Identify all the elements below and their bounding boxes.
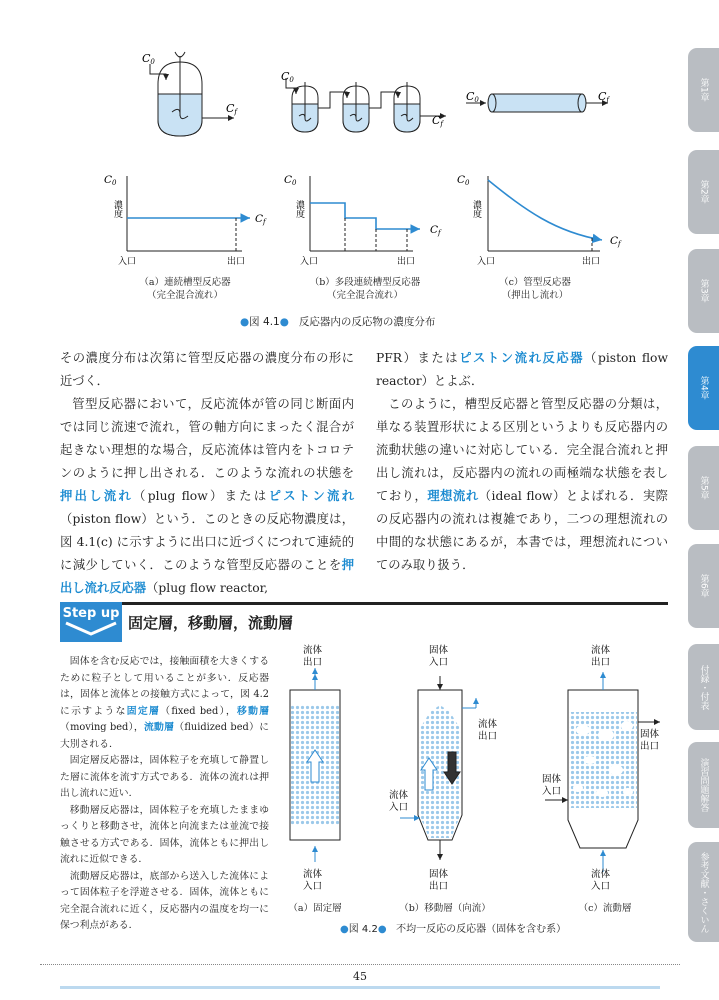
figure-4-2-caption [340,920,660,935]
figure-4-2-number: 図 4.2 [348,924,378,935]
bullet-icon: ● [240,316,250,328]
tubular-inlet-label: C0 [466,90,479,104]
fig41-caption-a-line1: （a）連続槽型反応器 [139,277,231,288]
left-para-2-text-b: （plug flow）または [133,489,269,503]
term-piston-flow: ピストン流れ [268,489,354,503]
stepup-para-1-text-c: （moving bed）， [60,722,144,733]
right-para-1 [376,347,668,393]
graph-b-y-axis-label: 濃度 [294,200,304,218]
fluidized-bed-reactor [545,672,660,872]
graph-c-cf: Cf [610,235,621,248]
term-plug-flow: 押出し流れ [60,489,134,503]
graph-b-inlet: 入口 [300,257,319,267]
fluidized-bed-fluid-in-1: 流体 [591,869,611,880]
fig41-caption-c [460,276,610,302]
term-piston-flow-reactor: ピストン流れ反応器 [459,351,585,365]
fluidized-bed-solid-out-1: 固体 [640,729,660,740]
graph-cstr-concentration [127,176,250,251]
term-fixed-bed: 固定層 [126,705,161,717]
tab-chapter-3[interactable]: 第3章 [688,249,719,333]
bullet-icon: ● [340,924,349,935]
graph-a-c0: C0 [104,174,117,187]
left-para-2 [60,393,354,600]
figure-4-1-caption [240,314,500,329]
fig41-caption-a-line2: （完全混合流れ） [146,290,223,301]
fig41-caption-b-line1: （b）多段連続槽型反応器 [309,277,421,288]
fluidized-bed-fluid-out-2: 出口 [591,657,611,668]
tab-chapter-1[interactable]: 第1章 [688,48,719,132]
graph-c-c0: C0 [457,174,470,187]
graph-b-cf: Cf [430,224,441,237]
fig41-caption-b [280,276,450,302]
right-para-1-text-b: （piston flow reactor）とよぶ． [376,351,668,388]
multi-cstr-outlet-label: Cf [432,114,444,128]
multi-stage-cstr-diagram [286,78,446,132]
fig42-caption-c: （c）流動層 [578,903,632,914]
page-number: 45 [353,970,367,983]
graph-multi-cstr-concentration [310,176,420,251]
right-column-text [376,347,668,577]
stepup-para-4: 流動層反応器は，底部から送入した流体によって固体粒子を浮遊させる．固体，流体ともに完全混合流れに近く，反応器内の温度を均一に保つ利点がある． [60,870,269,931]
stepup-para-2: 固定層反応器は，固体粒子を充填して静置した層に流体を流す方式である．流体の流れは押出し流れに近い． [60,755,269,799]
bullet-icon: ● [279,316,289,328]
fig41-caption-b-line2: （完全混合流れ） [326,290,403,301]
right-para-1-text-a: PFR）または [376,351,460,365]
graph-a-cf: Cf [255,213,266,226]
footer-bar [60,986,660,989]
graph-b-c0: C0 [284,174,297,187]
fig41-caption-a [100,276,270,302]
fixed-bed-fluid-in-1: 流体 [303,869,323,880]
cstr-outlet-label: Cf [226,102,238,116]
right-para-2 [376,393,668,577]
fig41-caption-c-line1: （c）管型反応器 [499,277,571,288]
stepup-para-1-text-d: （fluidized bed）に大別される． [60,722,269,750]
figure-4-1-title: 反応器内の反応物の濃度分布 [298,316,436,328]
tab-answers[interactable]: 演習問題解答 [688,742,719,828]
moving-bed-fluid-out-1: 流体 [478,719,498,730]
tab-chapter-2[interactable]: 第2章 [688,150,719,234]
moving-bed-reactor [400,676,476,860]
graph-a-outlet: 出口 [227,257,246,267]
bullet-icon: ● [377,924,387,935]
moving-bed-solid-in-1: 固体 [429,645,449,656]
fig42-caption-b: （b）移動層（向流） [399,903,491,914]
stepup-badge-label: Step up [62,606,120,621]
figure-4-2 [270,640,670,900]
stepup-para-1 [60,654,269,753]
tubular-outlet-label: Cf [598,90,610,104]
left-para-2-text-d: （plug flow reactor, [146,581,269,595]
graph-c-inlet: 入口 [477,257,496,267]
graph-a-y-axis-label: 濃度 [112,200,122,218]
tab-chapter-6[interactable]: 第6章 [688,544,719,628]
term-ideal-flow: 理想流れ [427,489,479,503]
graph-b-outlet: 出口 [397,257,416,267]
term-plug-flow-reactor: 押出し流れ反応器 [60,558,354,595]
left-para-1-text: その濃度分布は次第に管型反応器の濃度分布の形に近づく． [60,351,354,388]
figure-4-2-title: 不均一反応の反応器（固体を含む系） [396,924,567,935]
right-para-2-text-b: （ideal flow）とよばれる．実際の反応器内の流れは複雑であり，二つの理想流れの中間的な状態にあるが，本書では，理想流れについてのみ取り扱う． [376,489,668,572]
graph-tubular-concentration [488,176,602,251]
moving-bed-fluid-in-2: 入口 [389,802,409,813]
fixed-bed-fluid-out-2: 出口 [303,657,323,668]
fig42-caption-a: （a）固定層 [288,903,342,914]
stepup-para-1-text-a: 固体を含む反応では，接触面積を大きくするために粒子として用いることが多い．反応器は，固体と流体との接触方式によって，図 4.2 に示すような [60,656,269,717]
stepup-text [60,654,269,935]
tab-appendix[interactable]: 付録・付表 [688,644,719,730]
term-moving-bed: 移動層 [236,705,270,717]
tubular-reactor-diagram [466,94,608,112]
left-para-1 [60,347,354,393]
chevron-down-icon [60,621,122,637]
graph-a-inlet: 入口 [118,257,137,267]
moving-bed-fluid-out-2: 出口 [478,731,498,742]
left-column-text [60,347,354,600]
left-para-2-text-a: 管型反応器において，反応流体が管の同じ断面内では同じ流速で流れ，管の軸方向にまったく混合が起きない理想的な場合，反応流体は管内をトコロテンのように押し出される．このような流れの状態を [60,397,354,480]
fluidized-bed-solid-in-1: 固体 [542,774,562,785]
right-para-2-text-a: このように，槽型反応器と管型反応器の分類は，単なる装置形状による区別というよりも反応器内の流動状態の違いに対応している．完全混合流れと押出し流れは，反応器内の流れの両極端な状態を表しており， [376,397,668,503]
moving-bed-fluid-in-1: 流体 [389,790,409,801]
stepup-title: 固定層，移動層，流動層 [128,614,294,632]
tab-chapter-4[interactable]: 第4章 [688,346,719,430]
fluidized-bed-fluid-in-2: 入口 [591,881,611,892]
multi-cstr-inlet-label: C0 [281,70,294,84]
moving-bed-solid-out-1: 固体 [429,869,449,880]
stepup-para-3: 移動層反応器は，固体粒子を充填したままゆっくりと移動させ，流体と向流または並流で接触させる方式である．固体，流体ともに押出し流れに近似できる． [60,804,269,865]
stepup-badge [60,602,122,642]
stepup-para-1-text-b: （fixed bed）， [160,705,237,717]
fluidized-bed-solid-in-2: 入口 [542,786,562,797]
graph-c-y-axis-label: 濃度 [471,200,481,218]
term-fluidized-bed: 流動層 [143,722,175,733]
fig41-caption-c-line2: （押出し流れ） [501,290,569,301]
fixed-bed-reactor [290,668,340,862]
cstr-inlet-label: C0 [142,52,155,66]
cstr-vessel-diagram [150,52,234,136]
fluidized-bed-solid-out-2: 出口 [640,741,660,752]
fixed-bed-fluid-in-2: 入口 [303,881,323,892]
tab-references-index[interactable]: 参考文献・さくいん [688,842,719,942]
figure-4-1-number: 図 4.1 [249,316,280,328]
left-para-2-text-c: （piston flow）という．このときの反応物濃度は，図 4.1(c) に示すように出口に近づくにつれて連続的に減少していく．このような管型反応器のことを [60,512,354,572]
fluidized-bed-fluid-out-1: 流体 [591,645,611,656]
moving-bed-solid-in-2: 入口 [429,657,449,668]
tab-chapter-5[interactable]: 第5章 [688,446,719,530]
graph-c-outlet: 出口 [582,257,601,267]
footer-dotted-rule [40,964,680,965]
stepup-rule [60,602,668,605]
fixed-bed-fluid-out-1: 流体 [303,645,323,656]
moving-bed-solid-out-2: 出口 [429,881,449,892]
